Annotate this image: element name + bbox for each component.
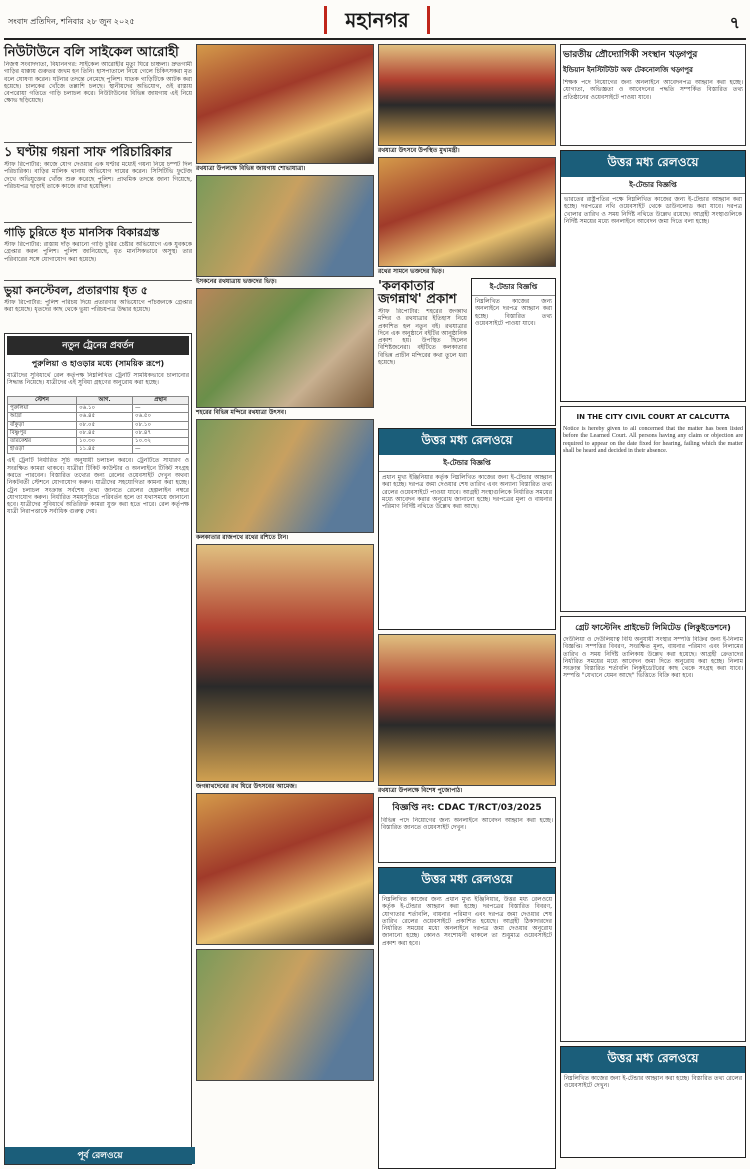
headline-jewellery: ১ ঘণ্টায় গয়না সাফ পরিচারিকার (4, 145, 172, 160)
advert-text: যাত্রীদের সুবিধার্থে রেল কর্তৃপক্ষ নিম্নলিখিত ট্রেনটি সাময়িকভাবে চালানোর সিদ্ধান্ত নিয়েছে। যাত্রীদের এই সুবিধা গ্রহণের অনুরোধ করা হচ্ছে। (7, 372, 189, 387)
tender-text: নিম্নলিখিত কাজের জন্য ই-টেন্ডার আহ্বান করা হচ্ছে। বিস্তারিত তথ্য রেলের ওয়েবসাইটে দেখুন। (564, 1075, 742, 1090)
page-header (4, 4, 746, 40)
headline-fake-constable: ভুয়া কনস্টেবল, প্রতারণায় ধৃত ৫ (4, 284, 148, 297)
photo-procession (196, 793, 374, 945)
column-3 (378, 44, 556, 1144)
photo-devotees (378, 157, 556, 267)
cdac-advert (378, 797, 556, 863)
railway-title: উত্তর মধ্য রেলওয়ে (561, 151, 745, 177)
column-2 (196, 44, 374, 1144)
railway-title: উত্তর মধ্য রেলওয়ে (561, 1047, 745, 1073)
photo-caption: ইসকনের রথযাত্রায় ভক্তদের ভিড়। (196, 278, 277, 285)
railway-tender-col4 (560, 150, 746, 402)
table-cell: — (133, 405, 189, 413)
table-cell: ১১.৪৫ (77, 446, 133, 454)
advert-text: বিভিন্ন পদে নিয়োগের জন্য অনলাইনে আবেদন আহ্বান করা হচ্ছে। বিস্তারিত জানতে ওয়েবসাইট দেখুন। (381, 817, 553, 832)
tender-heading: ই-টেন্ডার বিজ্ঞপ্তি (379, 455, 555, 472)
newspaper-page (4, 4, 746, 1161)
photo-street (196, 419, 374, 533)
table-row (8, 446, 189, 454)
table-cell: আদ্রা (8, 413, 77, 421)
article-text: স্টাফ রিপোর্টার: পুলিশ পরিচয় দিয়ে প্রতারণার অভিযোগে পাঁচজনকে গ্রেপ্তার করা হয়েছে। ধৃতদের কাছ থেকে ভুয়া পরিচয়পত্র উদ্ধার হয়েছে। (4, 299, 192, 314)
photo-caption: শহরের বিভিন্ন মন্দিরে রথযাত্রা উৎসব। (196, 409, 287, 416)
photo-festival (196, 949, 374, 1081)
table-header: আগ. (77, 397, 133, 405)
headline-car-theft: গাড়ি চুরিতে ধৃত মানসিক বিকারগ্রস্ত (4, 226, 160, 239)
notice-text: দেউলিয়া ও দেউলিয়াত্ব বিধি অনুযায়ী সংস্থার সম্পত্তি বিক্রির জন্য ই-নিলাম বিজ্ঞপ্তি। সম্পত্তির বিবরণ, সংরক্ষিত মূল্য, বায়নার পরিমাণ এবং নিলামের তারিখ ও সময় নির্দিষ্ট তালিকায় উল্লেখ করা হয়েছে। আগ্রহী ক্রেতাদের নির্ধারিত সময়ের মধ্যে আবেদন জমা দিতে অনুরোধ করা হচ্ছে। নিলাম সংক্রান্ত বিস্তারিত শর্তাবলি লিকুইডেটরের কাছ থেকে সংগ্রহ করা যাবে। সম্পত্তি "যেখানে যেমন আছে" ভিত্তিতে বিক্রি করা হবে। (563, 636, 743, 680)
headline-cycle: নিউটাউনে বলি সাইকেল আরোহী (4, 45, 179, 60)
table-cell: ০৮.৪৫ (77, 429, 133, 437)
table-cell: — (133, 446, 189, 454)
tender-heading: ই-টেন্ডার বিজ্ঞপ্তি (472, 279, 555, 296)
photo-crowd (196, 175, 374, 277)
liquidation-notice (560, 616, 746, 1042)
train-subheading: পুরুলিয়া ও হাওড়ার মধ্যে (সাময়িক রূপে) (31, 359, 165, 368)
article-text: স্টাফ রিপোর্টার: শহরের জগন্নাথ মন্দির ও রথযাত্রার ইতিহাস নিয়ে প্রকাশিত হল নতুন বই। রথযাত্রার দিনে এক অনুষ্ঠানে বইটির আনুষ্ঠানিক প্রকাশ হয়। উপস্থিত ছিলেন বিশিষ্টজনেরা। বইটিতে কলকাতার বিভিন্ন প্রাচীন মন্দিরের কথা তুলে ধরা হয়েছে। (378, 308, 467, 367)
table-cell: ০৮.০৫ (77, 421, 133, 429)
court-title: IN THE CITY CIVIL COURT AT CALCUTTA (576, 413, 730, 421)
railway-tender-north-central (378, 428, 556, 630)
photo-rathyatra (196, 44, 374, 164)
table-cell: ০৮.১০ (133, 421, 189, 429)
table-row (8, 429, 189, 437)
tender-text: নিম্নলিখিত কাজের জন্য প্রধান মুখ্য ইঞ্জিনিয়ার, উত্তর মধ্য রেলওয়ে কর্তৃক ই-টেন্ডার আহ্বান করা হচ্ছে। দরপত্রের বিস্তারিত বিবরণ, যোগ্যতার শর্তাবলি, বায়নার পরিমাণ এবং দরপত্র জমা দেওয়ার শেষ তারিখ রেলের ওয়েবসাইটে প্রকাশিত হয়েছে। আগ্রহী ঠিকাদারদের নির্ধারিত সময়ের মধ্যে অনলাইনে দরপত্র জমা দেওয়ার অনুরোধ জানানো হচ্ছে। কোনও সংশোধনী থাকলে তা শুধুমাত্র ওয়েবসাইটে প্রকাশ করা হবে। (382, 896, 552, 947)
table-cell: বিষ্ণুপুর (8, 429, 77, 437)
tender-heading: ই-টেন্ডার বিজ্ঞপ্তি (561, 177, 745, 194)
photo-jagannath (196, 544, 374, 782)
table-cell: ১০.৩২ (133, 437, 189, 445)
article-text: নিজস্ব সংবাদদাতা, বিধাননগর: সাইকেল আরোহীর মৃত্যু ঘিরে চাঞ্চল্য। দ্রুতগামী গাড়ির ধাক্কায় গুরুতর জখম হন তিনি। হাসপাতালে নিয়ে গেলে চিকিৎসকরা মৃত বলে ঘোষণা করেন। ঘটনার তদন্তে নেমেছে পুলিশ। ঘাতক গাড়িটিকে আটক করা হয়েছে। চালকের খোঁজে তল্লাশি চলছে। স্থানীয়দের অভিযোগ, ওই রাস্তায় বেপরোয়া গতিতে গাড়ি চলাচল করে। নিউটাউনের বিভিন্ন জায়গায় এই নিয়ে ক্ষোভ ছড়িয়েছে। (4, 61, 192, 105)
court-text: Notice is hereby given to all concerned that the matter has been listed before the Learned Court. All persons having any claim or objection are required to appear on the date fixed for hearing, failing which the matter shall be heard and decided in their absence. (563, 426, 743, 454)
photo-temple (196, 288, 374, 408)
court-notice (560, 406, 746, 612)
article-text: স্টাফ রিপোর্টার: রাস্তায় দাঁড় করানো গাড়ি চুরির চেষ্টার অভিযোগে এক যুবককে গ্রেপ্তার করল পুলিশ। পুলিশ জানিয়েছে, ধৃত মানসিকভাবে অসুস্থ। তার পরিবারের সঙ্গে যোগাযোগ করা হয়েছে। (4, 241, 192, 263)
railway-tender-col4-2 (560, 1046, 746, 1158)
table-cell: ০৬.৫০ (133, 413, 189, 421)
table-cell: হাওড়া (8, 446, 77, 454)
advert-text: শিক্ষক পদে নিয়োগের জন্য অনলাইনে আবেদনপত্র আহ্বান করা হচ্ছে। যোগ্যতা, অভিজ্ঞতা ও আবেদনের পদ্ধতি সম্পর্কিত বিস্তারিত তথ্য প্রতিষ্ঠানের ওয়েবসাইটে পাওয়া যাবে। (563, 79, 743, 101)
photo-caption: রথযাত্রা উৎসবে উপস্থিত মুখ্যমন্ত্রী। (378, 147, 460, 154)
page-section-title: মহানগর (324, 6, 430, 34)
institute-title: ভারতীয় প্রৌদ্যোগিকী সংস্থান খড়্গপুর (563, 50, 698, 60)
company-title: গ্রেট ফাস্টেনিং প্রাইভেট লিমিটেড (লিকুইডেশনে) (575, 623, 731, 632)
railway-name: পূর্ব রেলওয়ে (5, 1147, 195, 1164)
railway-tender-small (471, 278, 556, 426)
photo-caption: জগন্নাথদেবের রথ ঘিরে উৎসবের আমেজ। (196, 783, 297, 790)
table-row (8, 421, 189, 429)
train-timetable (7, 396, 189, 454)
railway-tender-north-central-2 (378, 867, 556, 1169)
photo-caption: রথযাত্রা উপলক্ষে বিভিন্ন জায়গায় শোভাযাত্রা। (196, 165, 306, 172)
column-1 (4, 44, 192, 1161)
institute-subtitle: ইন্ডিয়ান ইনস্টিটিউট অফ টেকনোলজি খড়্গপুর (563, 66, 693, 74)
iit-advert (560, 44, 746, 146)
table-row (8, 405, 189, 413)
tender-text: প্রধান মুখ্য ইঞ্জিনিয়ার কর্তৃক নিম্নলিখিত কাজের জন্য ই-টেন্ডার আহ্বান করা হচ্ছে। দরপত্র জমা দেওয়ার শেষ তারিখ এবং অন্যান্য বিস্তারিত তথ্য রেলের ওয়েবসাইটে পাওয়া যাবে। আগ্রহী সংস্থাগুলিকে নির্ধারিত সময়ের মধ্যে আবেদন করার অনুরোধ জানানো হচ্ছে। দরপত্রের মূল্য ও বায়নার পরিমাণ নির্দিষ্ট নথিতে উল্লেখ করা আছে। (382, 474, 552, 511)
railway-title: উত্তর মধ্য রেলওয়ে (379, 429, 555, 455)
table-row (8, 437, 189, 445)
table-cell: পুরুলিয়া (8, 405, 77, 413)
cdac-notice: বিজ্ঞপ্তি নং: CDAC T/RCT/03/2025 (392, 803, 542, 813)
book-article (378, 278, 467, 428)
advert-text: এই ট্রেনটি নির্ধারিত সূচি অনুযায়ী চলাচল করবে। ট্রেনটিতে সাধারণ ও সংরক্ষিত কামরা থাকবে। যাত্রীরা টিকিট কাউন্টার ও অনলাইনে টিকিট সংগ্রহ করতে পারবেন। বিস্তারিত তথ্যের জন্য রেলের ওয়েবসাইট দেখুন অথবা নিকটবর্তী স্টেশনে যোগাযোগ করুন। যাত্রীদের সহযোগিতা কামনা করা হচ্ছে। ট্রেন চলাচল সংক্রান্ত সর্বশেষ তথ্য জানতে রেলের হেল্পলাইন নম্বরে যোগাযোগ করুন। নির্ধারিত সময়সূচিতে পরিবর্তন হলে তা যথাসময়ে জানানো হবে। যাত্রীদের সুবিধার্থে অতিরিক্ত কামরা যুক্ত করা হতে পারে। রেল কর্তৃপক্ষ যাত্রী নিরাপত্তাকে সর্বাধিক গুরুত্ব দেয়। (7, 457, 189, 516)
article-row (378, 278, 556, 428)
table-cell: বাঁকুড়া (8, 421, 77, 429)
article-text: স্টাফ রিপোর্টার: কাজে যোগ দেওয়ার এক ঘণ্টার মধ্যেই গয়না নিয়ে চম্পট দিল পরিচারিকা। বাড়ির মালিক থানায় অভিযোগ দায়ের করেন। সিসিটিভি ফুটেজ দেখে অভিযুক্তের খোঁজ শুরু করেছে পুলিশ। প্রাথমিক তদন্তে জানা গিয়েছে, পরিচয়পত্র ছাড়াই তাকে কাজে রাখা হয়েছিল। (4, 161, 192, 190)
table-header: স্টেশন (8, 397, 77, 405)
table-header: প্রস্থান (133, 397, 189, 405)
train-heading: নতুন ট্রেনের প্রবর্তন (7, 336, 189, 355)
table-cell: ০৬.১০ (77, 405, 133, 413)
photo-caption: কলকাতার রাজপথে রথের রশিতে টান। (196, 534, 289, 541)
table-cell: তারকেশ্বর (8, 437, 77, 445)
table-cell: ০৬.৪৫ (77, 413, 133, 421)
table-row (8, 413, 189, 421)
tender-text: নিম্নলিখিত কাজের জন্য অনলাইনে দরপত্র আহ্বান করা হচ্ছে। বিস্তারিত তথ্য ওয়েবসাইটে পাওয়া যাবে। (474, 298, 552, 327)
railway-title: উত্তর মধ্য রেলওয়ে (379, 868, 555, 894)
photo-caption: রথযাত্রা উপলক্ষে বিশেষ পুজোপাঠ। (378, 787, 463, 794)
headline-book: 'কলকাতার জগন্নাথ' প্রকাশ (378, 279, 457, 307)
table-cell: ১০.৩০ (77, 437, 133, 445)
photo-caption: রথের সামনে ভক্তদের ভিড়। (378, 268, 444, 275)
tender-text: ভারতের রাষ্ট্রপতির পক্ষে নিম্নলিখিত কাজের জন্য ই-টেন্ডার আহ্বান করা হচ্ছে। দরপত্রের নথি ওয়েবসাইট থেকে ডাউনলোড করা যাবে। দরপত্র খোলার তারিখ ও সময় নির্দিষ্ট নথিতে উল্লেখ রয়েছে। আগ্রহী সংস্থাগুলিকে নির্দিষ্ট সময়ের মধ্যে অনলাইনে আবেদন জমা দিতে বলা হচ্ছে। (564, 196, 742, 225)
table-cell: ০৮.৪৭ (133, 429, 189, 437)
photo-chief-minister (378, 44, 556, 146)
page-number: ৭ (729, 13, 740, 32)
photo-ritual (378, 634, 556, 786)
column-4 (560, 44, 746, 1144)
railway-advert-eastern (4, 333, 192, 1165)
page-date: সংবাদ প্রতিদিন, শনিবার ২৮ জুন ২০২৫ (8, 17, 135, 26)
